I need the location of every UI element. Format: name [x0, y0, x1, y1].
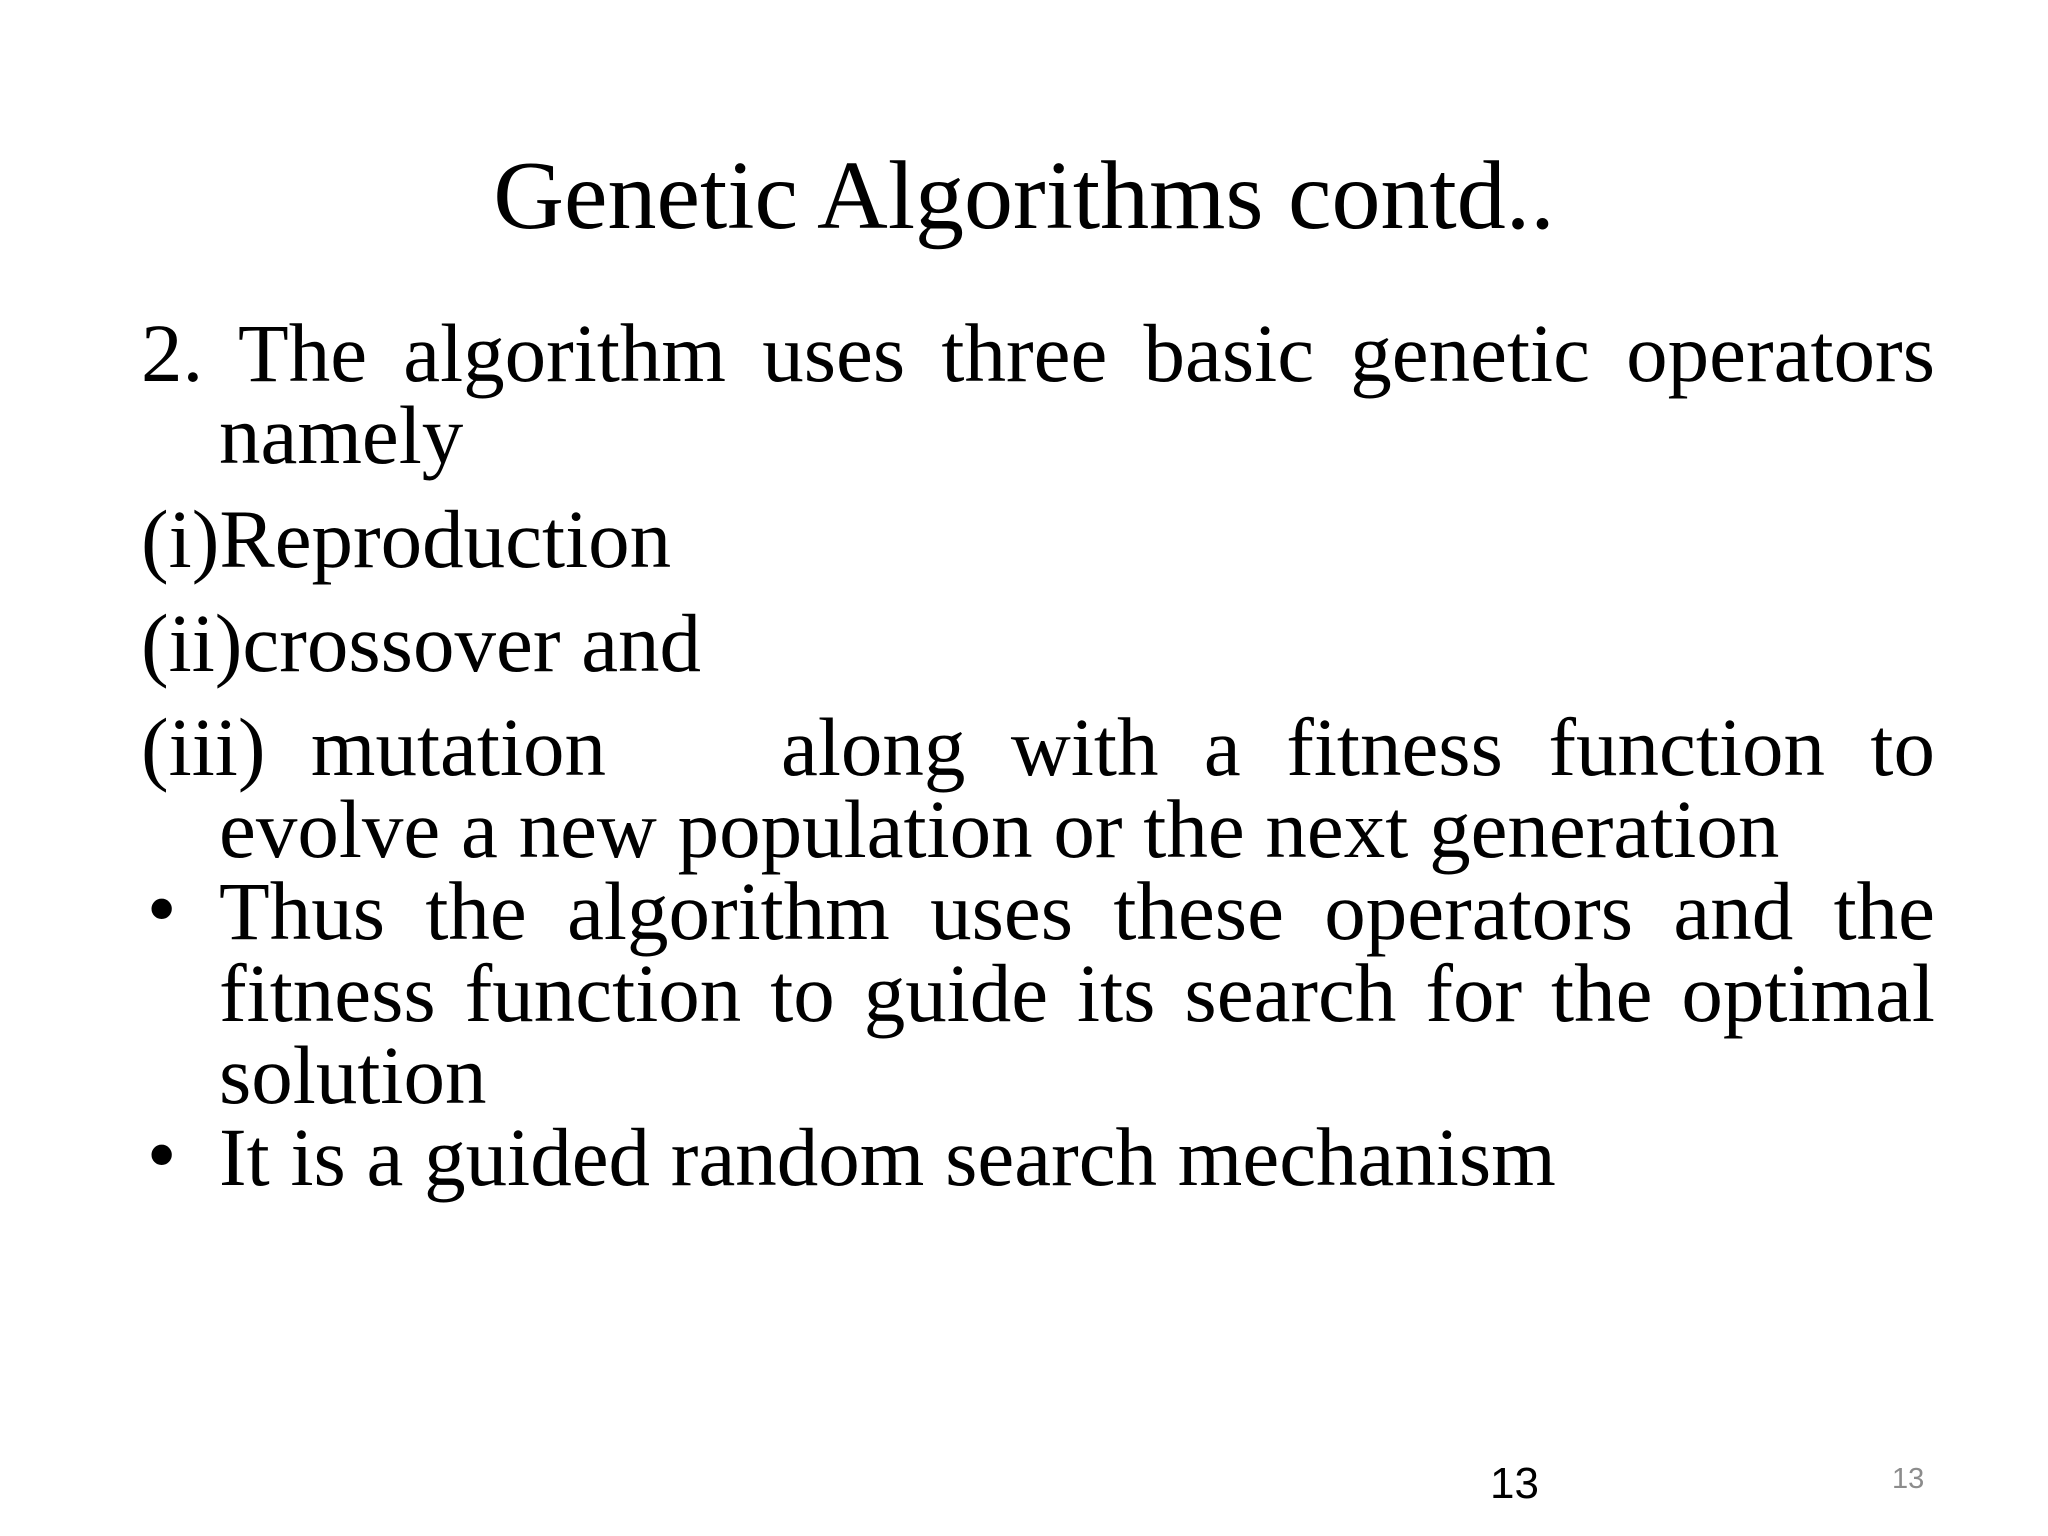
operator-mutation [141, 701, 1935, 875]
slide-title: Genetic Algorithms contd.. [493, 142, 1555, 250]
bullet-text: It is a guided random search mechanism [219, 1111, 1556, 1203]
bullet-icon: • [141, 1116, 183, 1198]
operator-mutation-label: (iii) mutation [141, 701, 607, 793]
point-2-text: 2. The algorithm uses three basic genetic operators namely [141, 307, 1935, 481]
bullet-icon: • [141, 870, 183, 952]
operator-crossover: (ii)crossover and [141, 597, 702, 689]
page-number: 13 [1490, 1459, 1539, 1508]
bullet-item [141, 1111, 1935, 1203]
operator-mutation-description: along with a fitness function to evolve a new population or the next generation [219, 701, 1935, 875]
operator-reproduction: (i)Reproduction [141, 493, 672, 585]
bullet-item [141, 865, 1935, 1121]
slide-body [141, 307, 1935, 1203]
bullet-text: Thus the algorithm uses these operators and the fitness function to guide its search for the optimal solution [219, 865, 1935, 1121]
page-number-small: 13 [1892, 1463, 1925, 1495]
